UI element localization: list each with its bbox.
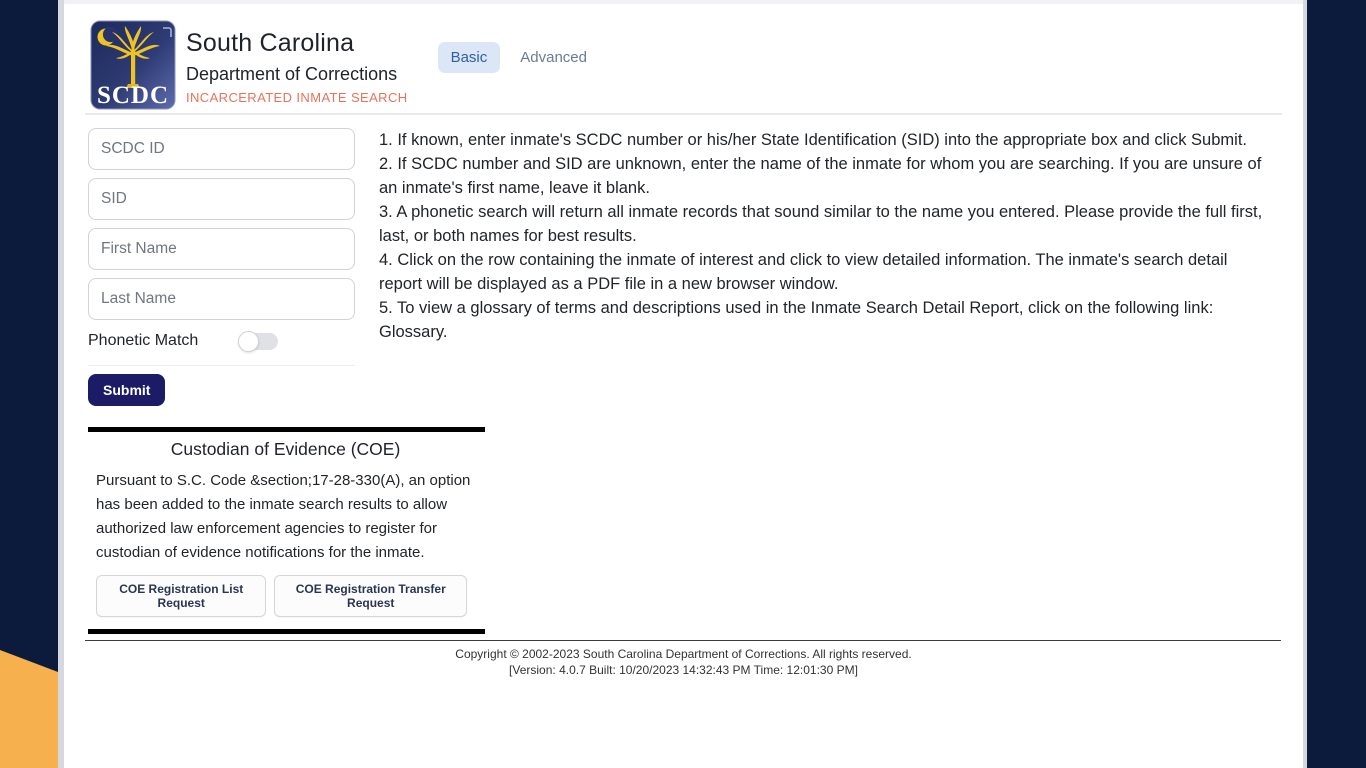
version-text: [Version: 4.0.7 Built: 10/20/2023 14:32:43 PM Time: 12:01:30 PM] — [509, 663, 858, 677]
page-title: South Carolina — [186, 29, 355, 57]
instructions-list — [379, 128, 1267, 406]
coe-registration-list-request-button[interactable]: COE Registration List Request — [96, 575, 266, 617]
tab-advanced[interactable]: Advanced — [520, 49, 587, 66]
page-tagline: INCARCERATED INMATE SEARCH — [186, 90, 408, 105]
search-mode-tabs — [438, 42, 600, 73]
instruction-step: 4. Click on the row containing the inmate of interest and click to view detailed information. The inmate's search detail report will be displayed as a PDF file in a new browser window. — [379, 251, 1228, 293]
coe-title: Custodian of Evidence (COE) — [170, 439, 401, 459]
gold-corner-accent — [0, 650, 58, 768]
sid-input[interactable] — [88, 178, 355, 220]
submit-button[interactable]: Submit — [88, 374, 165, 406]
title-block — [186, 20, 408, 105]
page-subtitle: Department of Corrections — [186, 64, 398, 84]
instruction-step: 3. A phonetic search will return all inmate records that sound similar to the name you entered. Please provide the full first, last, or both names for best results. — [379, 203, 1263, 245]
svg-text:SCDC: SCDC — [96, 82, 170, 109]
toggle-knob-icon — [238, 331, 259, 352]
coe-description: Pursuant to S.C. Code &section;17-28-330(A), an option has been added to the inmate search results to allow authorized law enforcement agencies to register for custodian of evidence notifications for the inmate. — [96, 472, 471, 561]
search-form — [88, 128, 355, 406]
scdc-logo-icon — [90, 20, 176, 110]
phonetic-match-row — [88, 332, 355, 366]
copyright-text: Copyright © 2002-2023 South Carolina Department of Corrections. All rights reserved. — [455, 647, 912, 661]
left-navy-rail — [0, 0, 58, 768]
tab-basic[interactable]: Basic — [438, 42, 501, 73]
coe-buttons — [96, 575, 475, 617]
header — [64, 4, 1303, 113]
instruction-step: 1. If known, enter inmate's SCDC number or his/her State Identification (SID) into the appropriate box and click Submit. — [379, 131, 1247, 149]
right-navy-rail — [1307, 0, 1366, 768]
coe-registration-transfer-request-button[interactable]: COE Registration Transfer Request — [274, 575, 467, 617]
last-name-input[interactable] — [88, 278, 355, 320]
footer — [64, 641, 1303, 678]
instruction-step: 2. If SCDC number and SID are unknown, enter the name of the inmate for whom you are searching. If you are unsure of an inmate's first name, leave it blank. — [379, 155, 1262, 197]
page-content — [64, 0, 1303, 768]
phonetic-match-toggle[interactable] — [240, 333, 278, 350]
phonetic-match-label: Phonetic Match — [88, 332, 199, 349]
scdc-id-input[interactable] — [88, 128, 355, 170]
instruction-step: 5. To view a glossary of terms and descriptions used in the Inmate Search Detail Report, click on the following link: Glossary. — [379, 299, 1214, 341]
coe-section — [88, 427, 485, 634]
first-name-input[interactable] — [88, 228, 355, 270]
main-row — [64, 115, 1303, 406]
